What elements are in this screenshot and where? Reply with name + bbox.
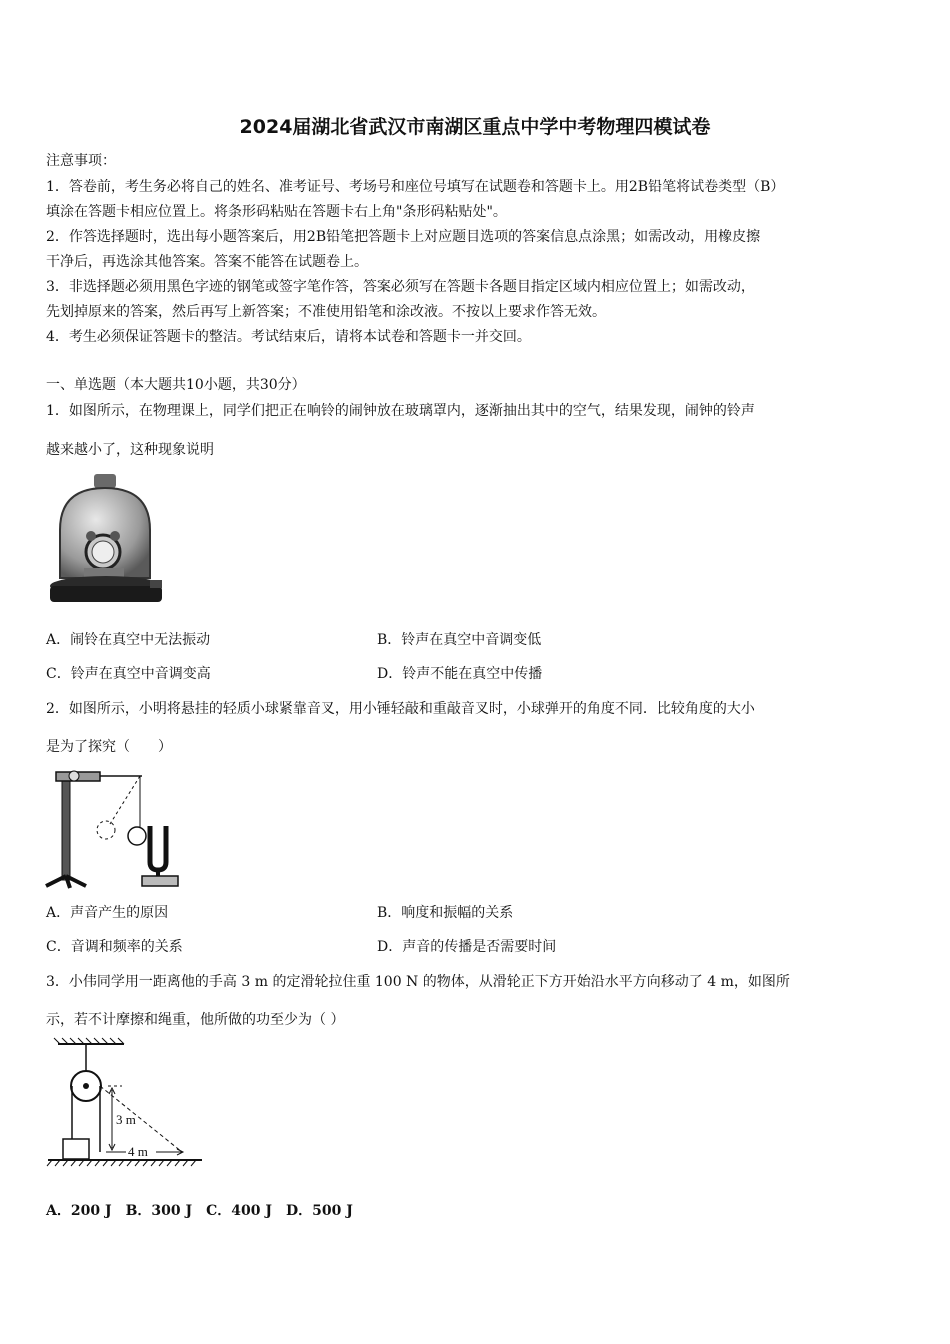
q3-options[interactable]: A．200 J B．300 J C．400 J D．500 J <box>46 1203 353 1219</box>
height-label: 3 m <box>116 1112 136 1127</box>
clock-face <box>92 541 114 563</box>
notice-line: 先划掉原来的答案，然后再写上新答案；不准使用铅笔和涂改液。不按以上要求作答无效。 <box>46 304 606 320</box>
q3-stem: 3．小伟同学用一距离他的手高 3 m 的定滑轮拉住重 100 N 的物体，从滑轮正下方开始沿水平方向移动了 4 m，如图所 <box>46 974 790 990</box>
ball <box>128 827 146 845</box>
clock-bell-left <box>86 531 96 541</box>
q2-stem-cont: 是为了探究（ ） <box>46 739 172 755</box>
q2-option-a[interactable]: A．声音产生的原因 <box>46 905 169 921</box>
jar-knob <box>94 474 116 488</box>
q1-stem: 1．如图所示，在物理课上，同学们把正在响铃的闹钟放在玻璃罩内，逐渐抽出其中的空气，结果发现，闹钟的铃声 <box>46 403 755 419</box>
stand-pole <box>62 772 70 880</box>
q2-stem: 2．如图所示，小明将悬挂的轻质小球紧靠音叉，用小锤轻敲和重敲音叉时，小球弹开的角度不同．比较角度的大小 <box>46 701 755 717</box>
q2-option-d[interactable]: D．声音的传播是否需要时间 <box>377 939 557 955</box>
section-heading: 一、单选题（本大题共10小题，共30分） <box>46 377 306 393</box>
q1-option-c[interactable]: C．铃声在真空中音调变高 <box>46 666 211 682</box>
clamp-knob <box>69 771 79 781</box>
pulley-figure <box>46 1036 210 1172</box>
notice-line: 填涂在答题卡相应位置上。将条形码粘贴在答题卡右上角"条形码粘贴处"。 <box>46 204 507 220</box>
ball-displaced <box>97 821 115 839</box>
notice-heading: 注意事项： <box>46 153 116 169</box>
fork-base <box>142 876 178 886</box>
tuning-fork <box>150 826 166 870</box>
distance-label: 4 m <box>128 1144 148 1159</box>
page-title: 2024届湖北省武汉市南湖区重点中学中考物理四模试卷 <box>239 116 711 138</box>
notice-line: 1．答卷前，考生务必将自己的姓名、准考证号、考场号和座位号填写在试题卷和答题卡上。用2B铅笔将试卷类型（B） <box>46 179 785 195</box>
pulley-axle <box>83 1083 89 1089</box>
weight-block <box>63 1139 89 1159</box>
clock-bell-right <box>110 531 120 541</box>
tuning-fork-figure <box>44 766 186 890</box>
notice-line: 干净后，再选涂其他答案。答案不能答在试题卷上。 <box>46 254 368 270</box>
notice-line: 4．考生必须保证答题卡的整洁。考试结束后，请将本试卷和答题卡一并交回。 <box>46 329 531 345</box>
q2-option-b[interactable]: B．响度和振幅的关系 <box>377 905 514 921</box>
q1-option-a[interactable]: A．闹铃在真空中无法振动 <box>46 632 211 648</box>
q2-option-c[interactable]: C．音调和频率的关系 <box>46 939 183 955</box>
q1-option-b[interactable]: B．铃声在真空中音调变低 <box>377 632 542 648</box>
notice-line: 3．非选择题必须用黑色字迹的钢笔或签字笔作答，答案必须写在答题卡各题目指定区域内相应位置上；如需改动， <box>46 279 755 295</box>
q3-stem-cont: 示，若不计摩擦和绳重，他所做的功至少为（ ） <box>46 1012 345 1028</box>
bell-jar-figure <box>46 470 168 610</box>
q1-stem-cont: 越来越小了，这种现象说明 <box>46 442 214 458</box>
air-pump-nozzle <box>150 580 162 588</box>
stand-feet <box>46 876 86 888</box>
jar-base <box>50 586 162 602</box>
string-displaced <box>110 776 140 824</box>
q1-option-d[interactable]: D．铃声不能在真空中传播 <box>377 666 543 682</box>
notice-line: 2．作答选择题时，选出每小题答案后，用2B铅笔把答题卡上对应题目选项的答案信息点涂黑；如需改动，用橡皮擦 <box>46 229 761 245</box>
